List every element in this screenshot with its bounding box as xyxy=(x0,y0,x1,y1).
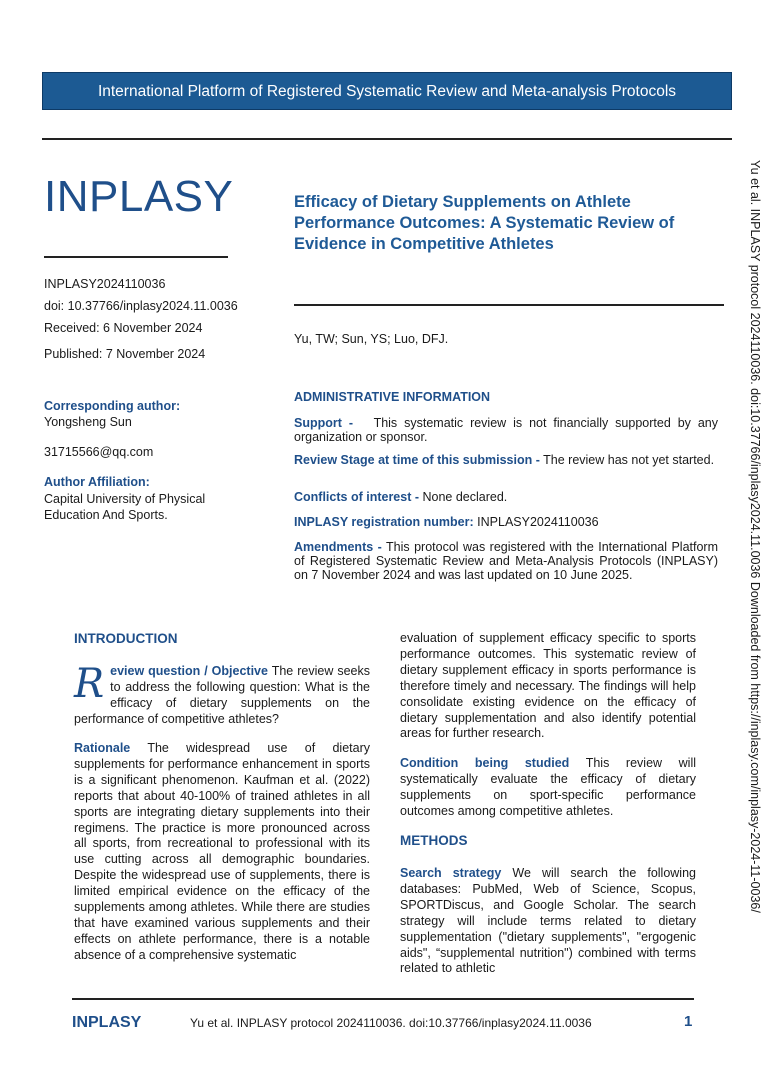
rationale-label: Rationale xyxy=(74,741,131,755)
received-date: Received: 6 November 2024 xyxy=(44,321,203,335)
affiliation-text: Capital University of Physical Education And Sports. xyxy=(44,492,206,522)
methods-heading: METHODS xyxy=(400,833,468,848)
conflicts-statement xyxy=(294,490,718,504)
corresponding-author-label: Corresponding author: xyxy=(44,399,181,413)
header-rule xyxy=(42,138,732,140)
search-strategy-label: Search strategy xyxy=(400,866,502,880)
author-list: Yu, TW; Sun, YS; Luo, DFJ. xyxy=(294,332,449,346)
footer-logo: INPLASY xyxy=(72,1014,142,1031)
rationale-text: The widespread use of dietary supplements for performance enhancement in sports is a significant phenomenon. Kaufman et al. (2022) reports that about 40-100% of trained athletes in all sports are integrating dietary supplements into their regimens. The practice is more pronounced across all sports, from recreational to professional with its use cutting across all demographic boundaries. Despite the widespread use of supplements, there is limited empirical evidence on the efficacy of the supplements among athletes. While there are studies that have examined various supplements and their effects on athlete performance, there is a notable absence of a comprehensive systematic xyxy=(74,741,370,962)
review-question-text: The review seeks to address the following question: What is the efficacy of dietary supplements on the performance of competitive athletes? xyxy=(74,664,370,726)
paper-title: Efficacy of Dietary Supplements on Athlete Performance Outcomes: A Systematic Review of Evidence in Competitive Athletes xyxy=(294,193,675,253)
search-strategy-paragraph xyxy=(400,866,696,977)
review-stage-statement xyxy=(294,453,718,467)
footer-citation: Yu et al. INPLASY protocol 2024110036. doi:10.37766/inplasy2024.11.0036 xyxy=(190,1016,592,1030)
doi[interactable]: doi: 10.37766/inplasy2024.11.0036 xyxy=(44,299,238,313)
introduction-heading: INTRODUCTION xyxy=(74,631,178,646)
corresponding-author-name: Yongsheng Sun xyxy=(44,415,132,429)
conflicts-label: Conflicts of interest - xyxy=(294,490,420,504)
rationale-continued-paragraph: evaluation of supplement efficacy specific to sports performance outcomes. This systematic review of dietary supplement efficacy in sports performance is therefore timely and necessary. The findings will help consolidate existing evidence on the efficacy of dietary supplementation and also identify potential areas for further research. xyxy=(400,631,696,741)
review-stage-text: The review has not yet started. xyxy=(543,453,715,467)
registration-number-text: INPLASY2024110036 xyxy=(477,515,599,529)
amendments-text: This protocol was registered with the International Platform of Registered Systematic Review and Meta-Analysis Protocols (INPLASY) on 7 November 2024 and was last updated on 10 June 2025. xyxy=(294,540,719,582)
amendments-statement xyxy=(294,540,718,582)
side-citation: Yu et al. INPLASY protocol 2024110036. doi:10.37766/inplasy2024.11.0036 Downloaded from https://inplasy.com/inplasy-2024-11-0036/ xyxy=(748,160,762,913)
affiliation-label: Author Affiliation: xyxy=(44,475,150,489)
condition-paragraph xyxy=(400,756,696,820)
condition-label: Condition being studied xyxy=(400,756,570,770)
published-date: Published: 7 November 2024 xyxy=(44,347,206,361)
admin-heading-text: ADMINISTRATIVE INFORMATION xyxy=(294,390,491,404)
author-email[interactable]: 31715566@qq.com xyxy=(44,445,154,459)
dropcap-letter: R xyxy=(74,661,105,707)
title-rule xyxy=(294,304,724,306)
review-stage-label: Review Stage at time of this submission - xyxy=(294,453,540,467)
logo-underline xyxy=(44,256,228,258)
amendments-label: Amendments - xyxy=(294,540,382,554)
rationale-paragraph xyxy=(74,741,370,964)
support-text: This systematic review is not financially supported by any organization or sponsor. xyxy=(294,416,718,444)
support-statement xyxy=(294,416,718,444)
conflicts-text: None declared. xyxy=(422,490,508,504)
review-question-paragraph xyxy=(74,661,370,728)
condition-text: This review will systematically evaluate the efficacy of dietary supplements on sport-specific performance outcomes among competitive athletes. xyxy=(400,756,697,818)
registration-number-statement xyxy=(294,515,718,529)
admin-heading xyxy=(294,390,718,404)
registration-id: INPLASY2024110036 xyxy=(44,277,166,291)
journal-banner: International Platform of Registered Systematic Review and Meta-analysis Protocols xyxy=(42,72,732,110)
page-number: 1 xyxy=(684,1013,693,1030)
footer-rule xyxy=(72,998,694,1000)
support-label: Support - xyxy=(294,416,353,430)
inplasy-logo: INPLASY xyxy=(44,172,234,221)
review-question-label: eview question / Objective xyxy=(110,664,268,678)
search-strategy-text: We will search the following databases: PubMed, Web of Science, Scopus, SPORTDiscus, and Google Scholar. The search strategy will include terms related to dietary supplementation ("dietary supplements", "ergogenic aids", “supplemental nutrition") combined with terms related to athletic xyxy=(400,866,696,976)
registration-number-label: INPLASY registration number: xyxy=(294,515,474,529)
